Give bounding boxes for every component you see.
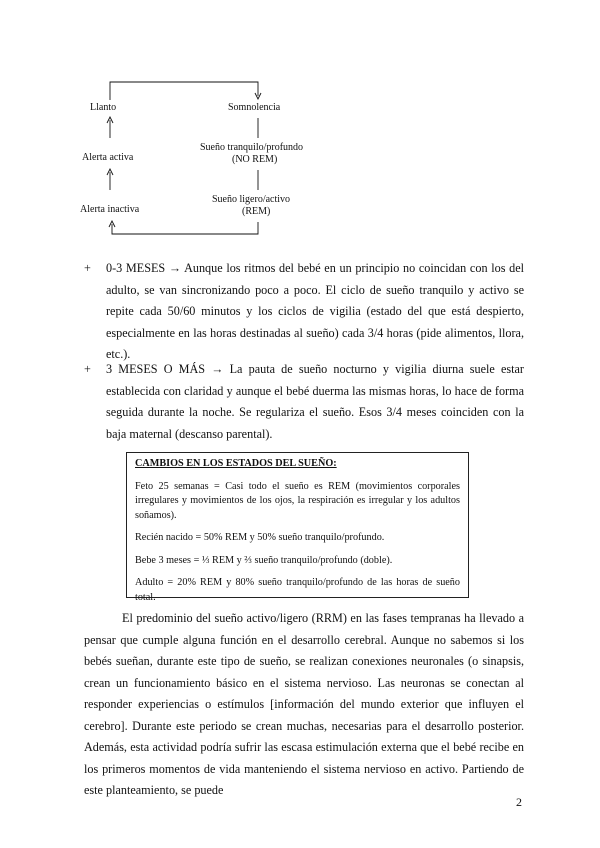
diagram-label-sueno-ligero: Sueño ligero/activo (212, 194, 291, 205)
diagram-label-alerta-inactiva: Alerta inactiva (80, 204, 140, 215)
bullet-marker: + (84, 261, 91, 275)
sleep-cycle-diagram (60, 72, 340, 244)
box-item: Recién nacido = 50% REM y 50% sueño tranquilo/profundo. (135, 532, 385, 543)
box-item: Adulto = 20% REM y 80% sueño tranquilo/profundo de las horas de sueño total. (135, 577, 460, 603)
box-item: Feto 25 semanas = Casi todo el sueño es REM (movimientos corporales irregulares y movimientos de los ojos, la respiración es irregular y los adultos soñamos). (135, 480, 460, 521)
top-bracket-line (110, 82, 258, 100)
diagram-label-llanto: Llanto (90, 102, 117, 113)
bottom-bracket-line (112, 222, 258, 234)
page-number: 2 (516, 795, 522, 809)
box-item: Bebe 3 meses = ⅓ REM y ⅔ sueño tranquilo/profundo (doble). (135, 554, 393, 566)
diagram-label-rem: (REM) (242, 206, 271, 217)
diagram-label-no-rem: (NO REM) (232, 154, 278, 165)
bullet-marker: + (84, 362, 91, 376)
sleep-changes-box (126, 452, 469, 603)
bullet-text: 3 MESES O MÁS → La pauta de sueño nocturno y vigilia diurna suele estar establecida con claridad y aunque el bebé duerma las mismas horas, lo hace de forma seguida durante la noche. Se regulariza el sueño. Esos 3/4 meses coinciden con la baja maternal (descanso parental). (106, 362, 524, 441)
diagram-label-somnolencia: Somnolencia (228, 102, 281, 113)
box-title: CAMBIOS EN LOS ESTADOS DEL SUEÑO: (135, 458, 337, 469)
body-paragraph: El predominio del sueño activo/ligero (RRM) en las fases tempranas ha llevado a pensar que cumple alguna función en el desarrollo cerebral. Aunque no sabemos si los bebés sueñan, durante este tipo de sueño, se realizan conexiones neuronales (o sinapsis, crean un funcionamiento básico en el sistema nervioso. Las neuronas se conectan al responder experiencias o estímulos [información del mundo exterior que influyen el cerebro]. Durante este periodo se crean muchas, necesarias para el desarrollo posterior. Además, esta actividad podría sufrir las escasa estimulación externa que el bebé recibe en los primeros momentos de vida manteniendo el sistema nervioso en activo. Partiendo de este planteamiento, se puede (84, 611, 524, 797)
diagram-label-alerta-activa: Alerta activa (82, 152, 134, 163)
diagram-label-sueno-tranquilo: Sueño tranquilo/profundo (200, 142, 304, 153)
bullet-text: 0-3 MESES → Aunque los ritmos del bebé en un principio no coincidan con los del adulto, se van sincronizando poco a poco. El ciclo de sueño tranquilo y activo se repite cada 50/60 minutos y los ciclos de vigilia (estado del que está despierto, especialmente en las horas destinadas al sueño) cada 3/4 horas (pide alimentos, llora, etc.). (106, 261, 524, 361)
